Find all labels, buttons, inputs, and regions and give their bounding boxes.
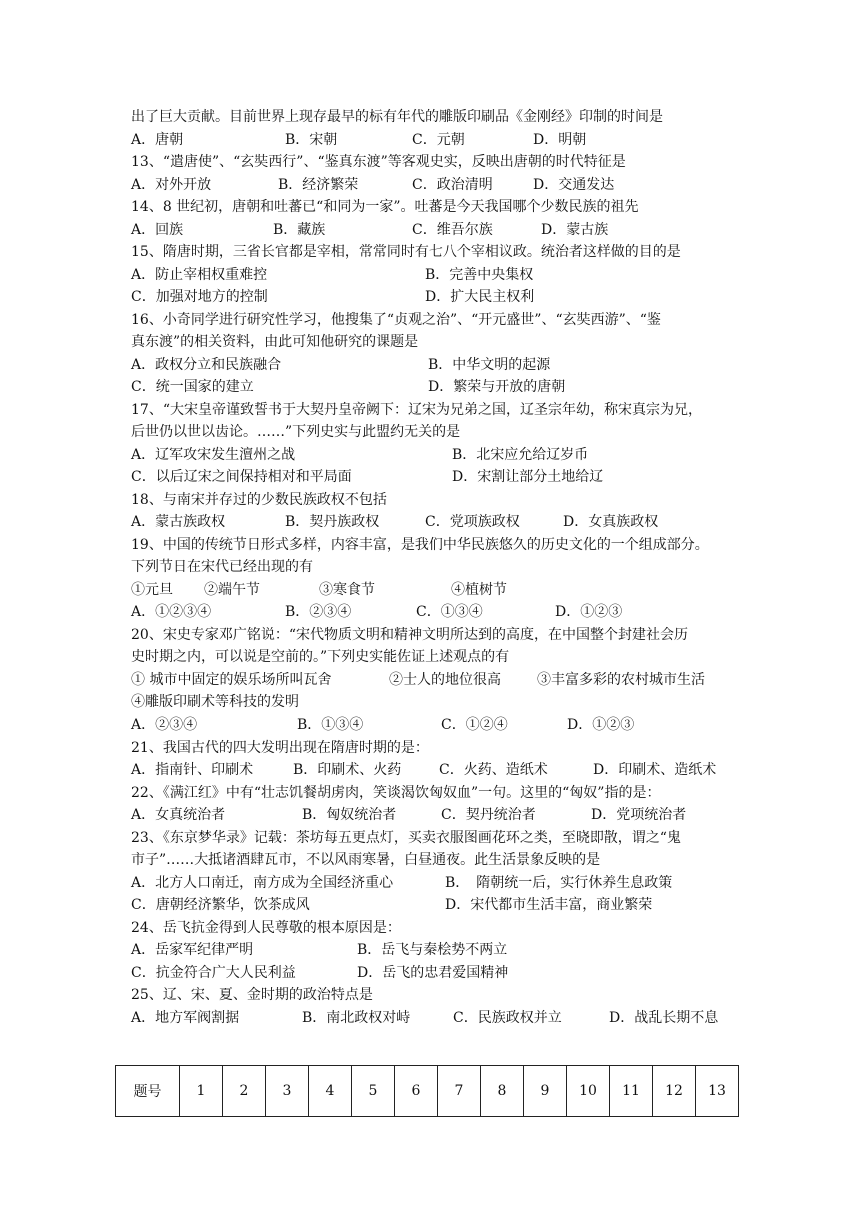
answer-grid-label: 题号 <box>116 1066 180 1117</box>
answer-grid-cell: 11 <box>610 1066 653 1117</box>
q16-stem-line2: 真东渡”的相关资料，由此可知他研究的课题是 <box>131 334 419 350</box>
q25-option-d: D．战乱长期不息 <box>609 1010 719 1026</box>
q19-item-1: ①元旦 <box>131 582 173 598</box>
q17-option-b: B．北宋应允给辽岁币 <box>452 447 589 463</box>
q24-option-c: C．抗金符合广大人民利益 <box>131 965 296 981</box>
q20-stem-line1: 20、宋史专家邓广铭说：“宋代物质文明和精神文明所达到的高度，在中国整个封建社会历 <box>131 627 688 643</box>
q13-option-b: B．经济繁荣 <box>278 177 359 193</box>
q13-stem: 13、“遣唐使”、“玄奘西行”、“鉴真东渡”等客观史实，反映出唐朝的时代特征是 <box>131 154 626 170</box>
q14-stem: 14、8 世纪初，唐朝和吐蕃已“和同为一家”。吐蕃是今天我国哪个少数民族的祖先 <box>131 199 639 215</box>
q15-option-a: A．防止宰相权重难控 <box>131 267 268 283</box>
q22-option-b: B．匈奴统治者 <box>302 807 397 823</box>
q24-stem: 24、岳飞抗金得到人民尊敬的根本原因是： <box>131 920 401 936</box>
q14-option-c: C．维吾尔族 <box>412 222 493 238</box>
q17-option-d: D．宋割让部分土地给辽 <box>452 469 604 485</box>
q18-option-b: B．契丹族政权 <box>285 514 380 530</box>
answer-grid-cell: 5 <box>352 1066 395 1117</box>
q18-option-a: A．蒙古族政权 <box>131 514 226 530</box>
q24-option-b: B．岳飞与秦桧势不两立 <box>357 942 508 958</box>
q19-option-b: B．②③④ <box>285 604 352 620</box>
q17-stem-line1: 17、“大宋皇帝谨致誓书于大契丹皇帝阙下：辽宋为兄弟之国，辽圣宗年幼，称宋真宗为兄， <box>131 402 702 418</box>
q20-option-c: C．①②④ <box>441 717 508 733</box>
q12-option-b: B．宋朝 <box>285 132 338 148</box>
answer-grid-cell: 8 <box>481 1066 524 1117</box>
q21-stem: 21、我国古代的四大发明出现在隋唐时期的是： <box>131 740 429 756</box>
q20-option-d: D．①②③ <box>567 717 635 733</box>
q16-option-a: A．政权分立和民族融合 <box>131 357 282 373</box>
q24-option-a: A．岳家军纪律严明 <box>131 942 254 958</box>
q13-option-a: A．对外开放 <box>131 177 212 193</box>
q13-option-d: D．交通发达 <box>533 177 615 193</box>
answer-grid-cell: 6 <box>395 1066 438 1117</box>
q16-option-c: C．统一国家的建立 <box>131 379 254 395</box>
q18-option-d: D．女真族政权 <box>563 514 659 530</box>
q23-option-d: D．宋代都市生活丰富，商业繁荣 <box>445 897 653 913</box>
q16-stem-line1: 16、小奇同学进行研究性学习，他搜集了“贞观之治”、“开元盛世”、“玄奘西游”、“鉴 <box>131 312 661 328</box>
q12-stem-cont: 出了巨大贡献。目前世界上现存最早的标有年代的雕版印刷品《金刚经》印制的时间是 <box>131 109 663 125</box>
q19-stem-line2: 下列节日在宋代已经出现的有 <box>131 559 313 575</box>
q20-stem-line2: 史时期之内，可以说是空前的。”下列史实能佐证上述观点的有 <box>131 649 510 665</box>
q19-option-a: A．①②③④ <box>131 604 212 620</box>
answer-grid-cell: 13 <box>696 1066 739 1117</box>
answer-grid-cell: 3 <box>266 1066 309 1117</box>
q17-option-c: C．以后辽宋之间保持相对和平局面 <box>131 469 352 485</box>
q16-option-d: D．繁荣与开放的唐朝 <box>428 379 566 395</box>
q25-option-b: B．南北政权对峙 <box>302 1010 411 1026</box>
q20-option-a: A．②③④ <box>131 717 198 733</box>
q15-option-c: C．加强对地方的控制 <box>131 289 268 305</box>
q24-option-d: D．岳飞的忠君爱国精神 <box>357 965 509 981</box>
q16-option-b: B．中华文明的起源 <box>428 357 551 373</box>
answer-grid-cell: 9 <box>524 1066 567 1117</box>
answer-grid-cell: 10 <box>567 1066 610 1117</box>
q18-option-c: C．党项族政权 <box>425 514 520 530</box>
answer-grid-header-row <box>116 1066 739 1117</box>
q17-stem-line2: 后世仍以世以齿论。……”下列史实与此盟约无关的是 <box>131 424 461 440</box>
q13-option-c: C．政治清明 <box>412 177 493 193</box>
q15-option-b: B．完善中央集权 <box>425 267 534 283</box>
q19-item-4: ④植树节 <box>451 582 507 598</box>
q19-option-d: D．①②③ <box>555 604 623 620</box>
q19-stem-line1: 19、中国的传统节日形式多样，内容丰富，是我们中华民族悠久的历史文化的一个组成部分。 <box>131 537 709 553</box>
q20-item-2: ②士人的地位很高 <box>389 672 501 688</box>
q20-item-1: ① 城市中固定的娱乐场所叫瓦舍 <box>131 672 332 688</box>
q21-option-d: D．印刷术、造纸术 <box>593 762 717 778</box>
q19-option-c: C．①③④ <box>416 604 483 620</box>
q19-item-2: ②端午节 <box>204 582 260 598</box>
q22-option-a: A．女真统治者 <box>131 807 226 823</box>
q12-option-c: C．元朝 <box>412 132 465 148</box>
q23-stem-line2: 市子”……大抵诸酒肆瓦市，不以风雨寒暑，白昼通夜。此生活景象反映的是 <box>131 852 601 868</box>
q12-option-d: D．明朝 <box>533 132 587 148</box>
q25-option-c: C．民族政权并立 <box>453 1010 562 1026</box>
q22-stem: 22、《满江红》中有“壮志饥餐胡虏肉，笑谈渴饮匈奴血”一句。这里的“匈奴”指的是： <box>131 785 661 801</box>
q23-option-a: A．北方人口南迁，南方成为全国经济重心 <box>131 875 394 891</box>
answer-grid-cell: 2 <box>223 1066 266 1117</box>
q18-stem: 18、与南宋并存过的少数民族政权不包括 <box>131 492 387 508</box>
q22-option-d: D．党项统治者 <box>591 807 687 823</box>
answer-grid-cell: 1 <box>180 1066 223 1117</box>
q14-option-d: D．蒙古族 <box>541 222 609 238</box>
q21-option-b: B．印刷术、火药 <box>293 762 402 778</box>
q17-option-a: A．辽军攻宋发生澶州之战 <box>131 447 296 463</box>
q14-option-b: B．藏族 <box>273 222 326 238</box>
q12-option-a: A．唐朝 <box>131 132 184 148</box>
q14-option-a: A．回族 <box>131 222 184 238</box>
q25-stem: 25、辽、宋、夏、金时期的政治特点是 <box>131 987 373 1003</box>
answer-grid-cell: 12 <box>653 1066 696 1117</box>
q15-option-d: D．扩大民主权利 <box>425 289 535 305</box>
q22-option-c: C．契丹统治者 <box>441 807 536 823</box>
answer-grid-cell: 4 <box>309 1066 352 1117</box>
answer-grid <box>115 1065 739 1117</box>
q25-option-a: A．地方军阀割据 <box>131 1010 240 1026</box>
q20-item-4: ④雕版印刷术等科技的发明 <box>131 694 299 710</box>
q19-item-3: ③寒食节 <box>319 582 375 598</box>
q23-stem-line1: 23、《东京梦华录》记载：茶坊每五更点灯，买卖衣服图画花环之类，至晓即散，谓之“鬼 <box>131 830 681 846</box>
answer-grid-cell: 7 <box>438 1066 481 1117</box>
q15-stem: 15、隋唐时期，三省长官都是宰相，常常同时有七八个宰相议政。统治者这样做的目的是 <box>131 244 681 260</box>
q23-option-c: C．唐朝经济繁华，饮茶成风 <box>131 897 310 913</box>
q21-option-a: A．指南针、印刷术 <box>131 762 254 778</box>
q20-item-3: ③丰富多彩的农村城市生活 <box>537 672 705 688</box>
q21-option-c: C．火药、造纸术 <box>439 762 548 778</box>
q23-option-b: B． 隋朝统一后，实行休养生息政策 <box>445 875 673 891</box>
q20-option-b: B．①③④ <box>297 717 364 733</box>
